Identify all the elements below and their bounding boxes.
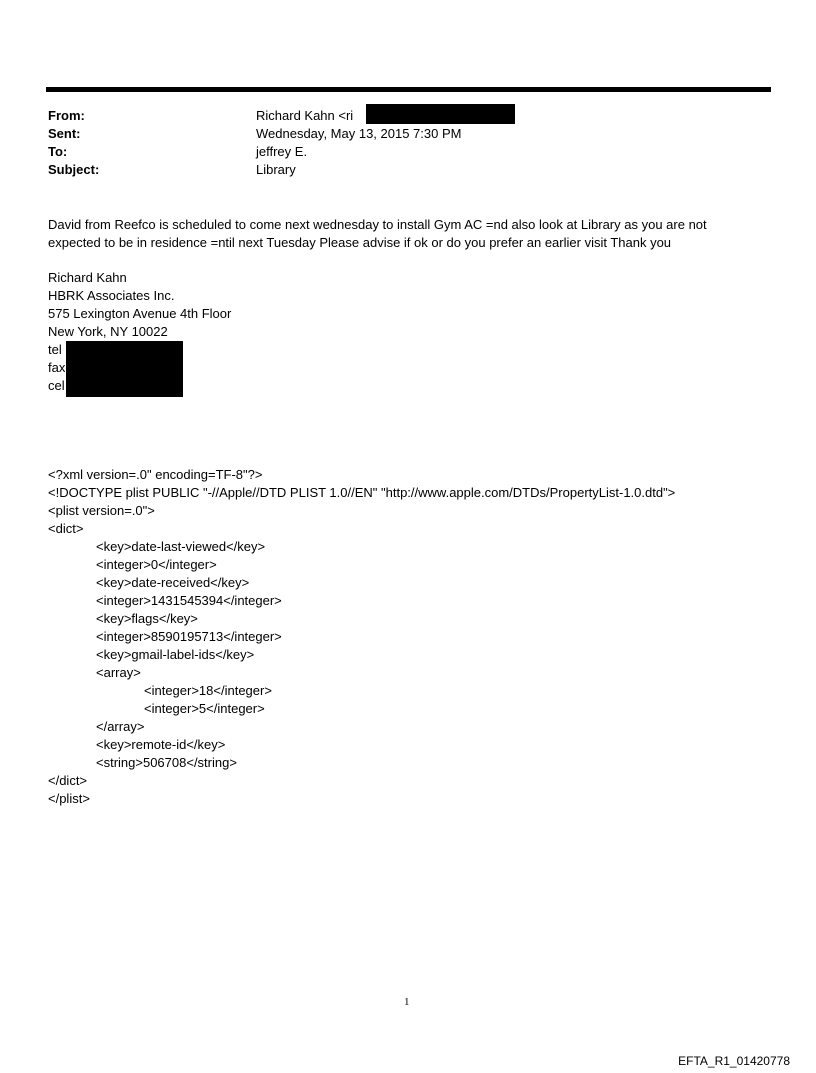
signature-cell-label: cel	[48, 378, 65, 393]
message-body: David from Reefco is scheduled to come next wednesday to install Gym AC =nd also look at Library as you are not expected to be in residence =ntil next Tuesday Please advise if ok or do you prefer an earlier visit Thank you	[48, 217, 707, 250]
xml-line: <plist version=.0">	[48, 503, 155, 518]
sent-label: Sent:	[48, 126, 81, 141]
xml-line: <key>gmail-label-ids</key>	[96, 647, 255, 662]
xml-line: </array>	[96, 719, 145, 734]
xml-line: <integer>18</integer>	[144, 683, 272, 698]
xml-line: <integer>5</integer>	[144, 701, 265, 716]
from-label: From:	[48, 108, 85, 123]
xml-line: </dict>	[48, 773, 88, 788]
xml-line: <integer>1431545394</integer>	[96, 593, 282, 608]
to-label: To:	[48, 144, 68, 159]
signature-name: Richard Kahn	[48, 270, 127, 285]
xml-line: </plist>	[48, 791, 90, 806]
xml-line: <integer>8590195713</integer>	[96, 629, 282, 644]
subject-label: Subject:	[48, 162, 100, 177]
xml-line: <?xml version=.0" encoding=TF-8"?>	[48, 467, 263, 482]
sent-value: Wednesday, May 13, 2015 7:30 PM	[256, 126, 462, 141]
signature-address-line2: New York, NY 10022	[48, 324, 168, 339]
redaction-phone-numbers	[66, 341, 183, 397]
signature-fax-label: fax	[48, 360, 66, 375]
subject-value: Library	[256, 162, 296, 177]
page-number: 1	[404, 996, 410, 1008]
xml-line: <key>flags</key>	[96, 611, 198, 626]
signature-company: HBRK Associates Inc.	[48, 288, 175, 303]
xml-plist	[48, 466, 675, 808]
xml-line: <string>506708</string>	[96, 755, 237, 770]
signature-address-line1: 575 Lexington Avenue 4th Floor	[48, 306, 232, 321]
xml-line: <!DOCTYPE plist PUBLIC "-//Apple//DTD PLIST 1.0//EN" "http://www.apple.com/DTDs/PropertyList-1.0.dtd">	[48, 485, 676, 500]
xml-line: <key>remote-id</key>	[96, 737, 226, 752]
xml-line: <dict>	[48, 521, 84, 536]
from-value: Richard Kahn <ri	[256, 108, 354, 123]
header-rule	[46, 87, 771, 92]
xml-line: <key>date-last-viewed</key>	[96, 539, 266, 554]
xml-line: <integer>0</integer>	[96, 557, 217, 572]
xml-line: <array>	[96, 665, 141, 680]
redaction-email	[366, 104, 515, 124]
bates-number: EFTA_R1_01420778	[678, 1054, 790, 1068]
signature-tel-label: tel	[48, 342, 62, 357]
xml-line: <key>date-received</key>	[96, 575, 250, 590]
to-value: jeffrey E.	[256, 144, 308, 159]
